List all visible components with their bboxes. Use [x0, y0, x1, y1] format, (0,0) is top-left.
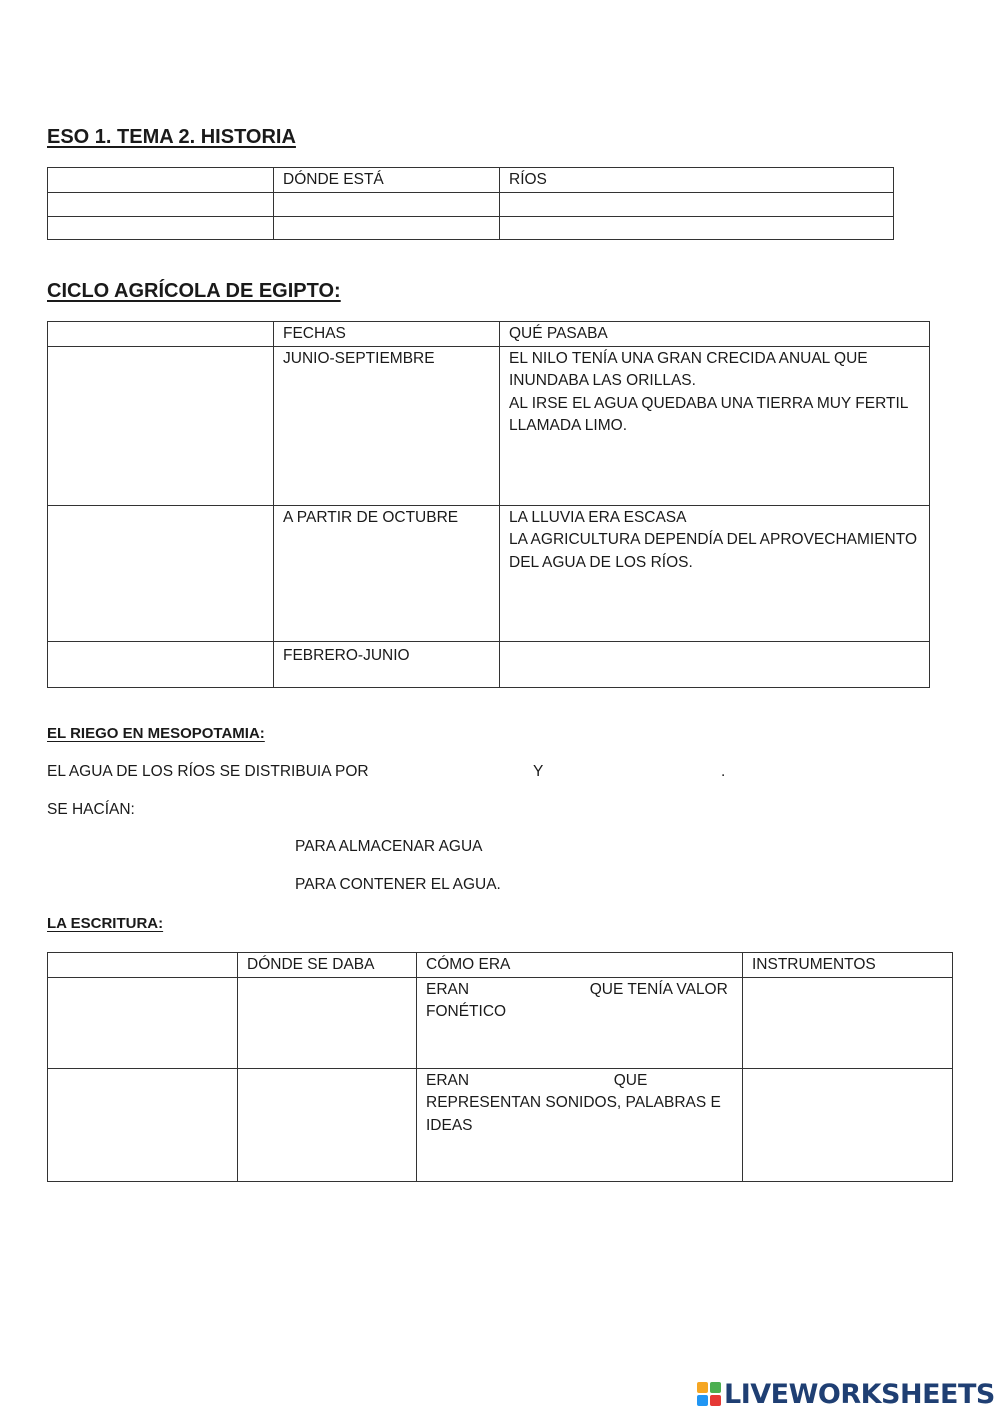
table-row: [48, 977, 953, 1068]
table-row: [48, 641, 930, 687]
table-row: [48, 216, 894, 239]
blank-cell[interactable]: [238, 977, 417, 1068]
blank-cell[interactable]: [48, 1068, 238, 1181]
table-header-row: [48, 168, 894, 193]
fecha-cell: FEBRERO-JUNIO: [274, 641, 500, 687]
liveworksheets-logo: [697, 1377, 995, 1411]
blank-cell[interactable]: [743, 1068, 953, 1181]
table-header-cell: QUÉ PASABA: [500, 322, 930, 347]
texto-line: DEL AGUA DE LOS RÍOS.: [509, 553, 693, 571]
section-heading-escritura: LA ESCRITURA:: [47, 915, 164, 932]
como-era-line: FONÉTICO: [426, 1003, 507, 1020]
blank-cell[interactable]: [48, 192, 274, 216]
riego-line-1: EL AGUA DE LOS RÍOS SE DISTRIBUIA POR: [47, 763, 369, 780]
texto-cell: [500, 346, 930, 505]
table-header-cell: FECHAS: [274, 322, 500, 347]
texto-line: LA LLUVIA ERA ESCASA: [509, 508, 687, 526]
texto-line: EL NILO TENÍA UNA GRAN CRECIDA ANUAL QUE: [509, 349, 868, 367]
table-header-cell: DÓNDE ESTÁ: [274, 168, 500, 193]
blank-cell[interactable]: [48, 346, 274, 505]
table-row: [48, 505, 930, 641]
blank-cell[interactable]: [274, 216, 500, 239]
table-header-row: [48, 953, 953, 978]
table-row: [48, 346, 930, 505]
section-heading-riego: EL RIEGO EN MESOPOTAMIA:: [47, 725, 265, 742]
escritura-table: [47, 952, 953, 1182]
como-era-line: IDEAS: [426, 1116, 473, 1134]
table-row: [48, 1068, 953, 1181]
blank-cell[interactable]: [500, 192, 894, 216]
logo-tile: [697, 1382, 708, 1393]
logo-tile: [710, 1382, 721, 1393]
fecha-cell: A PARTIR DE OCTUBRE: [274, 505, 500, 641]
como-era-cell: [417, 1068, 743, 1181]
table-header-cell: INSTRUMENTOS: [743, 953, 953, 978]
como-era-line: [426, 1070, 733, 1093]
texto-line: AL IRSE EL AGUA QUEDABA UNA TIERRA MUY FERTIL: [509, 394, 909, 412]
blank-cell[interactable]: [274, 192, 500, 216]
table-header-cell: [48, 322, 274, 347]
eran-label: ERAN: [426, 980, 470, 998]
logo-text: LIVEWORKSHEETS: [724, 1378, 995, 1410]
fecha-cell: JUNIO-SEPTIEMBRE: [274, 346, 500, 505]
ciclo-table: [47, 321, 930, 688]
logo-tile: [710, 1395, 721, 1406]
texto-line: INUNDABA LAS ORILLAS.: [509, 372, 696, 389]
riego-line-4: PARA CONTENER EL AGUA.: [295, 876, 501, 893]
table-header-cell: CÓMO ERA: [417, 953, 743, 978]
blank-cell[interactable]: [743, 977, 953, 1068]
blank-cell[interactable]: [500, 641, 930, 687]
logo-tile: [697, 1395, 708, 1406]
location-table: [47, 167, 894, 240]
que-label: QUE TENÍA VALOR: [589, 980, 728, 998]
como-era-line: REPRESENTAN SONIDOS, PALABRAS E: [426, 1094, 721, 1111]
section-heading-ciclo: CICLO AGRÍCOLA DE EGIPTO:: [47, 280, 341, 302]
blank-cell[interactable]: [48, 977, 238, 1068]
riego-line-3: PARA ALMACENAR AGUA: [295, 838, 483, 855]
table-header-row: [48, 322, 930, 347]
table-header-cell: DÓNDE SE DABA: [238, 953, 417, 978]
blank-cell[interactable]: [48, 505, 274, 641]
texto-line: LA AGRICULTURA DEPENDÍA DEL APROVECHAMIENTO: [509, 531, 917, 548]
que-label: QUE: [613, 1071, 648, 1089]
como-era-cell: [417, 977, 743, 1068]
page-title: ESO 1. TEMA 2. HISTORIA: [47, 126, 296, 148]
como-era-line: [426, 979, 733, 1002]
blank-cell[interactable]: [238, 1068, 417, 1181]
riego-line-1-end: .: [721, 763, 726, 780]
riego-line-1-y: Y: [533, 763, 544, 780]
table-row: [48, 192, 894, 216]
table-header-cell: [48, 953, 238, 978]
table-header-cell: [48, 168, 274, 193]
table-header-cell: RÍOS: [500, 168, 894, 193]
texto-line: LLAMADA LIMO.: [509, 417, 628, 434]
blank-cell[interactable]: [48, 216, 274, 239]
logo-mark-icon: [697, 1382, 721, 1406]
blank-cell[interactable]: [500, 216, 894, 239]
riego-line-2: SE HACÍAN:: [47, 801, 135, 818]
texto-cell: [500, 505, 930, 641]
blank-cell[interactable]: [48, 641, 274, 687]
eran-label: ERAN: [426, 1071, 470, 1089]
